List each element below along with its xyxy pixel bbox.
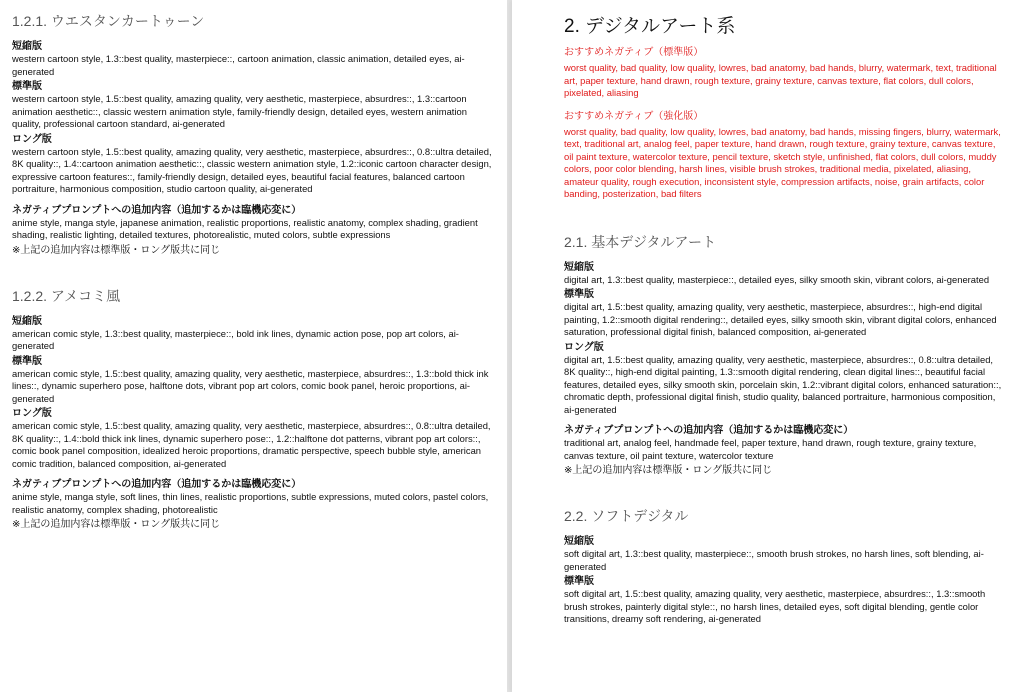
note-text: ※上記の追加内容は標準版・ロング版共に同じ: [12, 519, 221, 530]
short-version-text: western cartoon style, 1.3::best quality, masterpiece::, cartoon animation, classic animation, detailed eyes, ai-generated: [12, 53, 465, 77]
long-version-label: ロング版: [564, 341, 604, 353]
standard-version-label: 標準版: [12, 81, 42, 92]
section-heading-western-cartoon: 1.2.1. ウエスタンカートゥーン: [12, 13, 205, 29]
standard-version-text: western cartoon style, 1.5::best quality, amazing quality, very aesthetic, masterpiece, absurdres::, 1.3::cartoon animation aesthetic::, classic western animation style, family-friendly design, detailed eyes, western animation quality, professional cartoon standard, ai-generated: [12, 93, 467, 129]
negative-addition-label: ネガティブプロンプトへの追加内容（追加するかは臨機応変に）: [12, 204, 302, 216]
negative-addition-text: anime style, manga style, japanese animation, realistic proportions, realistic anatomy, complex shading, gradient shading, realistic lighting, detailed textures, photorealistic, muted colors, subtle expressions: [12, 216, 478, 240]
left-page[interactable]: [0, 0, 507, 692]
standard-version-text: american comic style, 1.5::best quality, amazing quality, very aesthetic, masterpiece, absurdres::, 1.3::bold thick ink lines::, dynamic superhero pose, halftone dots, vibrant pop art colors, comic book panel, heroic proportions, ai-generated: [12, 367, 489, 404]
standard-version-label: 標準版: [12, 355, 42, 367]
long-version-label: ロング版: [12, 133, 52, 145]
standard-version-text: soft digital art, 1.5::best quality, amazing quality, very aesthetic, masterpiece, absurdres::, 1.3::smooth brush strokes, painterly digital style::, no harsh lines, detailed eyes, soft digital blending, gentle color transitions, dreamy soft rendering, ai-generated: [564, 588, 986, 624]
long-version-text: american comic style, 1.5::best quality, amazing quality, very aesthetic, masterpiece, absurdres::, 0.8::ultra detailed, 8K quality::, 1.4::bold thick ink lines, dynamic superhero pose::, 1.2::halftone dot patterns, vibrant pop art colors::, comic book panel composition, idealized heroic proportions, dramatic perspective, speech bubble style, american comic tradition, balanced composition, ai-generated: [12, 420, 491, 469]
section-heading-american-comic: 1.2.2. アメコミ風: [12, 287, 121, 304]
negative-addition-text: traditional art, analog feel, handmade feel, paper texture, hand drawn, rough texture, grainy texture, canvas texture, oil paint texture, watercolor texture: [564, 437, 977, 461]
section-heading-basic-digital-art: 2.1. 基本デジタルアート: [564, 233, 716, 250]
right-page[interactable]: [512, 0, 1024, 692]
standard-version-text: digital art, 1.5::best quality, amazing quality, very aesthetic, masterpiece, absurdres::, high-end digital painting, 1.2::smooth digital rendering::, detailed eyes, silky smooth skin, vibrant digital colors, enhanced saturation, professional digital finish, balanced composition, ai-generated: [564, 301, 997, 337]
short-version-label: 短縮版: [564, 261, 594, 273]
short-version-label: 短縮版: [12, 315, 42, 327]
section-heading-soft-digital: 2.2. ソフトデジタル: [564, 508, 689, 524]
long-version-text: digital art, 1.5::best quality, amazing quality, very aesthetic, masterpiece, absurdres::, 0.8::ultra detailed, 8K quality::, high-end digital painting, 1.3::smooth digital rendering, clean digital lines::, beautiful facial features, detailed eyes, silky smooth skin, porcelain skin, 1.2::vibrant digital colors, enhanced saturation::, chromatic depth, professional digital finish, studio quality, balanced portraiture, harmonious composition, ai-generated: [564, 353, 1002, 415]
standard-version-label: 標準版: [564, 289, 594, 300]
negative-addition-label: ネガティブプロンプトへの追加内容（追加するかは臨機応変に）: [564, 425, 854, 436]
short-version-text: soft digital art, 1.3::best quality, masterpiece::, smooth brush strokes, no harsh lines, soft blending, ai-generated: [564, 548, 984, 572]
note-text: ※上記の追加内容は標準版・ロング版共に同じ: [564, 465, 773, 476]
recommended-negative-extended-text: worst quality, bad quality, low quality, lowres, bad anatomy, bad hands, missing fingers, blurry, watermark, text, traditional art, analog feel, paper texture, hand drawn, rough texture, grainy texture, canvas texture, oil paint texture, watercolor texture, pencil texture, sketch style, unfinished, flat colors, dull colors, muddy colors, poor color blending, harsh lines, visible brush strokes, traditional media, pixelated, aliasing, amateur quality, rough execution, inconsistent style, compression artifacts, noise, grain artifacts, color banding, posterization, bad filters: [564, 125, 1001, 199]
short-version-label: 短縮版: [564, 536, 594, 547]
short-version-text: american comic style, 1.3::best quality, masterpiece::, bold ink lines, dynamic action pose, pop art colors, ai-generated: [12, 327, 459, 351]
short-version-text: digital art, 1.3::best quality, masterpiece::, detailed eyes, silky smooth skin, vibrant colors, ai-generated: [564, 273, 990, 285]
negative-addition-text: anime style, manga style, soft lines, thin lines, realistic proportions, subtle expressions, muted colors, pastel colors, realistic anatomy, complex shading, photorealistic: [12, 491, 489, 515]
short-version-label: 短縮版: [12, 41, 42, 52]
negative-addition-label: ネガティブプロンプトへの追加内容（追加するかは臨機応変に）: [12, 479, 302, 490]
recommended-negative-standard-title: おすすめネガティブ（標準版）: [564, 47, 704, 58]
note-text: ※上記の追加内容は標準版・ロング版共に同じ: [12, 244, 221, 256]
chapter-heading-digital-art: 2. デジタルアート系: [564, 16, 736, 37]
recommended-negative-extended-title: おすすめネガティブ（強化版）: [564, 110, 704, 122]
recommended-negative-standard-text: worst quality, bad quality, low quality, lowres, bad anatomy, bad hands, blurry, watermark, text, traditional art, paper texture, hand drawn, rough texture, grainy texture, canvas texture, flat colors, dull colors, pixelated, aliasing: [564, 62, 997, 98]
standard-version-label: 標準版: [564, 576, 594, 587]
long-version-label: ロング版: [12, 408, 52, 419]
long-version-text: western cartoon style, 1.5::best quality, amazing quality, very aesthetic, masterpiece, absurdres::, 0.8::ultra detailed, 8K quality::, 1.4::cartoon animation aesthetic::, classic western animation style, 1.2::iconic cartoon character design, expressive cartoon features::, family-friendly design, detailed eyes, beautiful facial features, balanced cartoon portraiture, harmonious composition, studio cartoon quality, ai-generated: [12, 145, 492, 194]
